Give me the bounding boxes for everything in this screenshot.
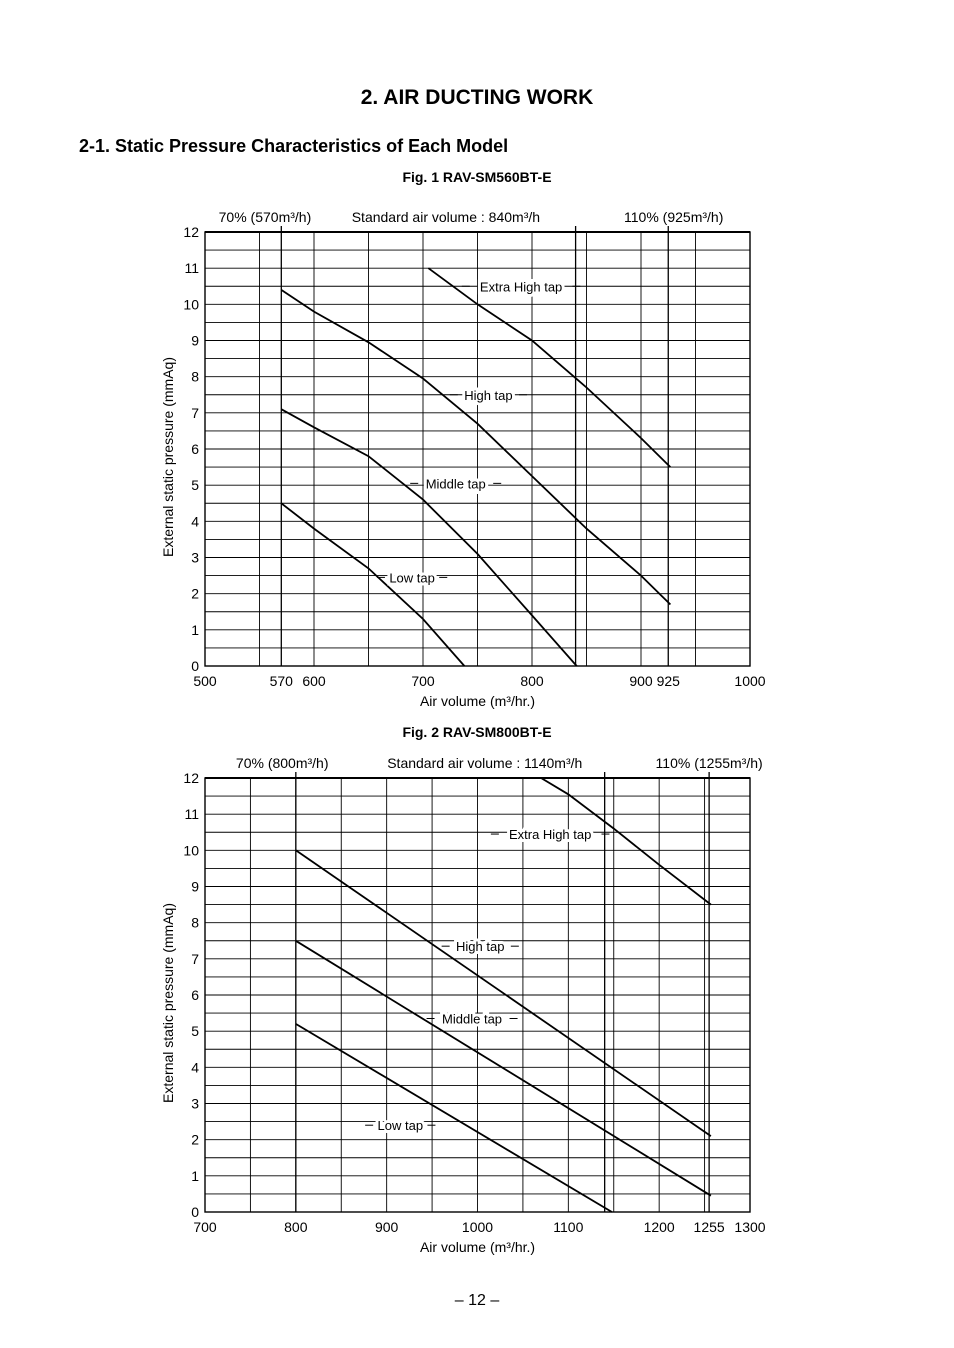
x-axis-label: Air volume (m³/hr.) (419, 693, 536, 709)
x-tick-label: 1255 (693, 1219, 725, 1235)
chart-2-svg (0, 752, 954, 1257)
series-line (428, 268, 670, 467)
series-label: Middle tap (425, 476, 486, 492)
x-tick-label: 800 (284, 1219, 308, 1235)
y-tick-label: 0 (191, 658, 199, 674)
series-line (281, 503, 464, 666)
y-tick-label: 4 (191, 1059, 199, 1076)
series-line (296, 850, 711, 1136)
y-tick-label: 8 (191, 368, 199, 385)
reference-line-label: 110% (925m³/h) (624, 209, 724, 225)
series-label: Extra High tap (479, 279, 563, 295)
y-axis-label: External static pressure (mmAq) (160, 903, 176, 1103)
x-tick-label: 1300 (734, 1219, 766, 1235)
y-tick-label: 7 (191, 950, 199, 967)
page-number: – 12 – (454, 1292, 500, 1309)
reference-line-label: 110% (1255m³/h) (655, 755, 763, 771)
x-tick-label: 1200 (643, 1219, 675, 1235)
y-tick-label: 12 (183, 224, 199, 240)
x-tick-label: 1000 (461, 1219, 494, 1235)
y-tick-label: 6 (191, 987, 199, 1003)
series-label: Middle tap (442, 1011, 503, 1027)
y-tick-label: 5 (191, 1023, 199, 1040)
x-tick-label: 1000 (734, 673, 766, 689)
series-label: High tap (464, 387, 513, 403)
reference-line-label: Standard air volume : 1140m³/h (387, 755, 583, 771)
y-tick-label: 1 (191, 1167, 199, 1184)
x-tick-label: 500 (193, 673, 217, 689)
y-tick-label: 10 (183, 296, 199, 313)
series-label: Low tap (389, 570, 435, 586)
series-label: Low tap (377, 1118, 424, 1134)
y-tick-label: 3 (191, 1095, 199, 1112)
static-pressure-chart-1 (0, 205, 954, 710)
y-tick-label: 0 (191, 1204, 199, 1220)
series-label: High tap (456, 939, 505, 955)
reference-line-label: 70% (570m³/h) (218, 209, 312, 225)
reference-line-label: Standard air volume : 840m³/h (351, 209, 541, 225)
y-tick-label: 5 (191, 477, 199, 494)
series-line (296, 1024, 612, 1212)
y-tick-label: 11 (184, 260, 199, 277)
y-tick-label: 6 (191, 441, 199, 457)
y-tick-label: 3 (191, 549, 199, 566)
y-tick-label: 8 (191, 914, 199, 931)
y-tick-label: 9 (191, 878, 199, 895)
reference-line-label: 70% (800m³/h) (235, 755, 329, 771)
y-tick-label: 2 (191, 585, 199, 602)
y-tick-label: 9 (191, 332, 199, 349)
page-title: 2. AIR DUCTING WORK (360, 86, 594, 109)
y-tick-label: 2 (191, 1131, 199, 1148)
x-tick-label: 700 (193, 1219, 217, 1235)
x-tick-label: 700 (411, 673, 435, 689)
y-tick-label: 1 (191, 621, 199, 638)
x-tick-label: 570 (269, 673, 293, 689)
x-tick-label: 600 (302, 673, 326, 689)
x-axis-label: Air volume (m³/hr.) (419, 1239, 536, 1255)
figure-1-caption: Fig. 1 RAV-SM560BT-E (402, 169, 552, 185)
y-tick-label: 12 (183, 770, 199, 786)
x-tick-label: 900 (629, 673, 653, 689)
y-tick-label: 4 (191, 513, 199, 530)
y-tick-label: 11 (184, 806, 199, 823)
y-tick-label: 7 (191, 404, 199, 421)
y-axis-label: External static pressure (mmAq) (160, 357, 176, 557)
series-label: Extra High tap (508, 827, 592, 843)
static-pressure-chart-2 (0, 752, 954, 1257)
x-tick-label: 925 (656, 673, 680, 689)
figure-2-caption: Fig. 2 RAV-SM800BT-E (402, 724, 552, 740)
x-tick-label: 1100 (553, 1219, 584, 1235)
chart-1-svg (0, 205, 954, 710)
x-tick-label: 900 (374, 1219, 399, 1235)
y-tick-label: 10 (183, 842, 199, 859)
section-title: 2-1. Static Pressure Characteristics of Each Model (79, 136, 509, 156)
x-tick-label: 800 (520, 673, 544, 689)
